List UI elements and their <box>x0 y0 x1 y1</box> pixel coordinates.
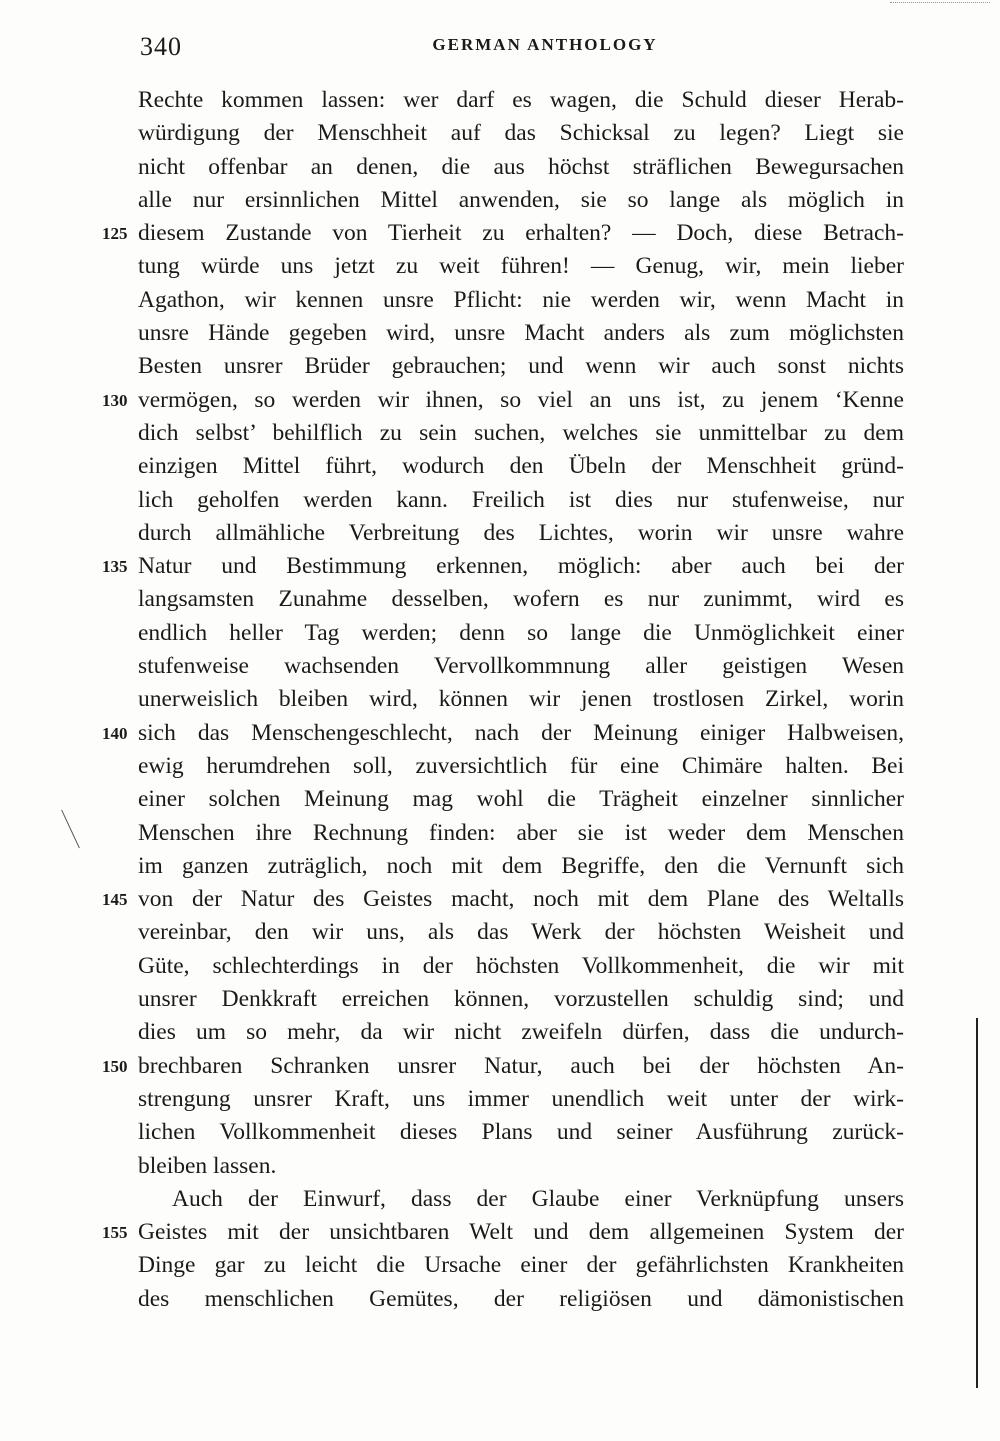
line-text: sich das Menschengeschlecht, nach der Meinung einiger Halbweisen, <box>138 719 904 746</box>
text-line <box>138 484 904 517</box>
line-text: stufenweise wachsenden Vervollkommnung aller geistigen Wesen <box>138 653 904 680</box>
text-line <box>138 617 904 650</box>
line-text: Dinge gar zu leicht die Ursache einer der gefährlichsten Krankheiten <box>138 1252 904 1279</box>
text-line <box>138 151 904 184</box>
line-text: Menschen ihre Rechnung finden: aber sie ist weder dem Menschen <box>138 819 904 846</box>
text-line <box>138 650 904 683</box>
text-line <box>138 1016 904 1049</box>
line-number: 130 <box>102 390 128 410</box>
line-text: würdigung der Menschheit auf das Schicksal zu legen? Liegt sie <box>138 120 904 147</box>
line-text: dies um so mehr, da wir nicht zweifeln dürfen, dass die undurch- <box>138 1019 904 1046</box>
text-line <box>138 350 904 383</box>
scan-artifact-dots <box>890 2 990 6</box>
text-line <box>138 117 904 150</box>
line-text: Geistes mit der unsichtbaren Welt und dem allgemeinen System der <box>138 1219 904 1246</box>
text-line <box>138 417 904 450</box>
line-text: Agathon, wir kennen unsre Pflicht: nie werden wir, wenn Macht in <box>138 286 904 313</box>
line-text: Rechte kommen lassen: wer darf es wagen, die Schuld dieser Herab- <box>138 87 904 113</box>
page-header <box>140 32 900 62</box>
line-text: im ganzen zuträglich, noch mit dem Begriffe, den die Vernunft sich <box>138 852 904 879</box>
line-number: 145 <box>102 890 128 910</box>
line-text: endlich heller Tag werden; denn so lange die Unmöglichkeit einer <box>138 619 904 646</box>
text-line <box>138 1116 904 1149</box>
line-number: 135 <box>102 557 128 577</box>
body-text <box>102 84 904 1316</box>
text-line <box>102 217 904 250</box>
text-line <box>138 284 904 317</box>
line-text: diesem Zustande von Tierheit zu erhalten? — Doch, diese Betrach- <box>138 220 904 247</box>
line-text: nicht offenbar an denen, die aus höchst sträflichen Bewegursachen <box>138 153 904 180</box>
text-line-paragraph-start <box>138 1183 904 1216</box>
line-text: Natur und Bestimmung erkennen, möglich: aber auch bei der <box>138 553 904 580</box>
text-line <box>138 84 904 117</box>
text-line <box>138 783 904 816</box>
scan-artifact-margin-mark <box>61 810 80 848</box>
line-text: langsamsten Zunahme desselben, wofern es nur zunimmt, wird es <box>138 586 904 613</box>
line-text: Besten unsrer Brüder gebrauchen; und wenn wir auch sonst nichts <box>138 353 904 380</box>
text-line <box>138 817 904 850</box>
line-number: 140 <box>102 723 128 743</box>
text-line <box>138 583 904 616</box>
text-line <box>102 717 904 750</box>
text-line <box>138 916 904 949</box>
text-line-paragraph-end <box>138 1150 904 1183</box>
line-number: 150 <box>102 1056 128 1076</box>
line-text: einer solchen Meinung mag wohl die Trägheit einzelner sinnlicher <box>138 786 904 813</box>
line-text: alle nur ersinnlichen Mittel anwenden, sie so lange als möglich in <box>138 186 904 213</box>
text-line <box>138 450 904 483</box>
text-line <box>138 250 904 283</box>
running-head: GERMAN ANTHOLOGY <box>432 35 658 54</box>
line-text: vereinbar, den wir uns, als das Werk der höchsten Weisheit und <box>138 919 904 946</box>
line-text: bleiben lassen. <box>138 1152 277 1179</box>
line-text: unsre Hände gegeben wird, unsre Macht anders als zum möglichsten <box>138 320 904 347</box>
text-line <box>138 983 904 1016</box>
line-text: ewig herumdrehen soll, zuversichtlich für eine Chimäre halten. Bei <box>138 752 904 779</box>
text-line <box>102 384 904 417</box>
text-line <box>102 1216 904 1249</box>
line-text: Auch der Einwurf, dass der Glaube einer Verknüpfung unsers <box>172 1185 904 1212</box>
line-text: von der Natur des Geistes macht, noch mit dem Plane des Weltalls <box>138 886 904 913</box>
line-text: strengung unsrer Kraft, uns immer unendlich weit unter der wirk- <box>138 1085 904 1112</box>
text-line <box>138 750 904 783</box>
text-line <box>138 1283 904 1316</box>
text-line <box>138 1249 904 1282</box>
line-text: lich geholfen werden kann. Freilich ist dies nur stufenweise, nur <box>138 486 904 513</box>
text-line <box>138 1083 904 1116</box>
line-text: lichen Vollkommenheit dieses Plans und seiner Ausführung zurück- <box>138 1119 904 1146</box>
line-text: einzigen Mittel führt, wodurch den Übeln der Menschheit gründ- <box>138 453 904 480</box>
line-text: dich selbst’ behilflich zu sein suchen, welches sie unmittelbar zu dem <box>138 419 904 446</box>
scan-artifact-edge-line <box>976 1018 978 1388</box>
line-number: 125 <box>102 224 128 244</box>
line-text: vermögen, so werden wir ihnen, so viel an uns ist, zu jenem ‘Kenne <box>138 386 904 413</box>
text-line <box>102 1050 904 1083</box>
text-line <box>138 950 904 983</box>
line-text: des menschlichen Gemütes, der religiösen und dämonistischen <box>138 1285 904 1312</box>
line-text: unerweislich bleiben wird, können wir jenen trostlosen Zirkel, worin <box>138 686 904 713</box>
line-text: brechbaren Schranken unsrer Natur, auch bei der höchsten An- <box>138 1052 904 1079</box>
text-line <box>102 883 904 916</box>
line-text: durch allmähliche Verbreitung des Lichtes, worin wir unsre wahre <box>138 519 904 546</box>
line-text: Güte, schlechterdings in der höchsten Vollkommenheit, die wir mit <box>138 952 904 979</box>
text-line <box>102 550 904 583</box>
line-number: 155 <box>102 1223 128 1243</box>
text-line <box>138 184 904 217</box>
text-line <box>138 850 904 883</box>
line-text: unsrer Denkkraft erreichen können, vorzustellen schuldig sind; und <box>138 986 904 1013</box>
text-line <box>138 683 904 716</box>
page-number: 340 <box>140 32 182 61</box>
line-text: tung würde uns jetzt zu weit führen! — Genug, wir, mein lieber <box>138 253 904 280</box>
text-line <box>138 517 904 550</box>
text-line <box>138 317 904 350</box>
